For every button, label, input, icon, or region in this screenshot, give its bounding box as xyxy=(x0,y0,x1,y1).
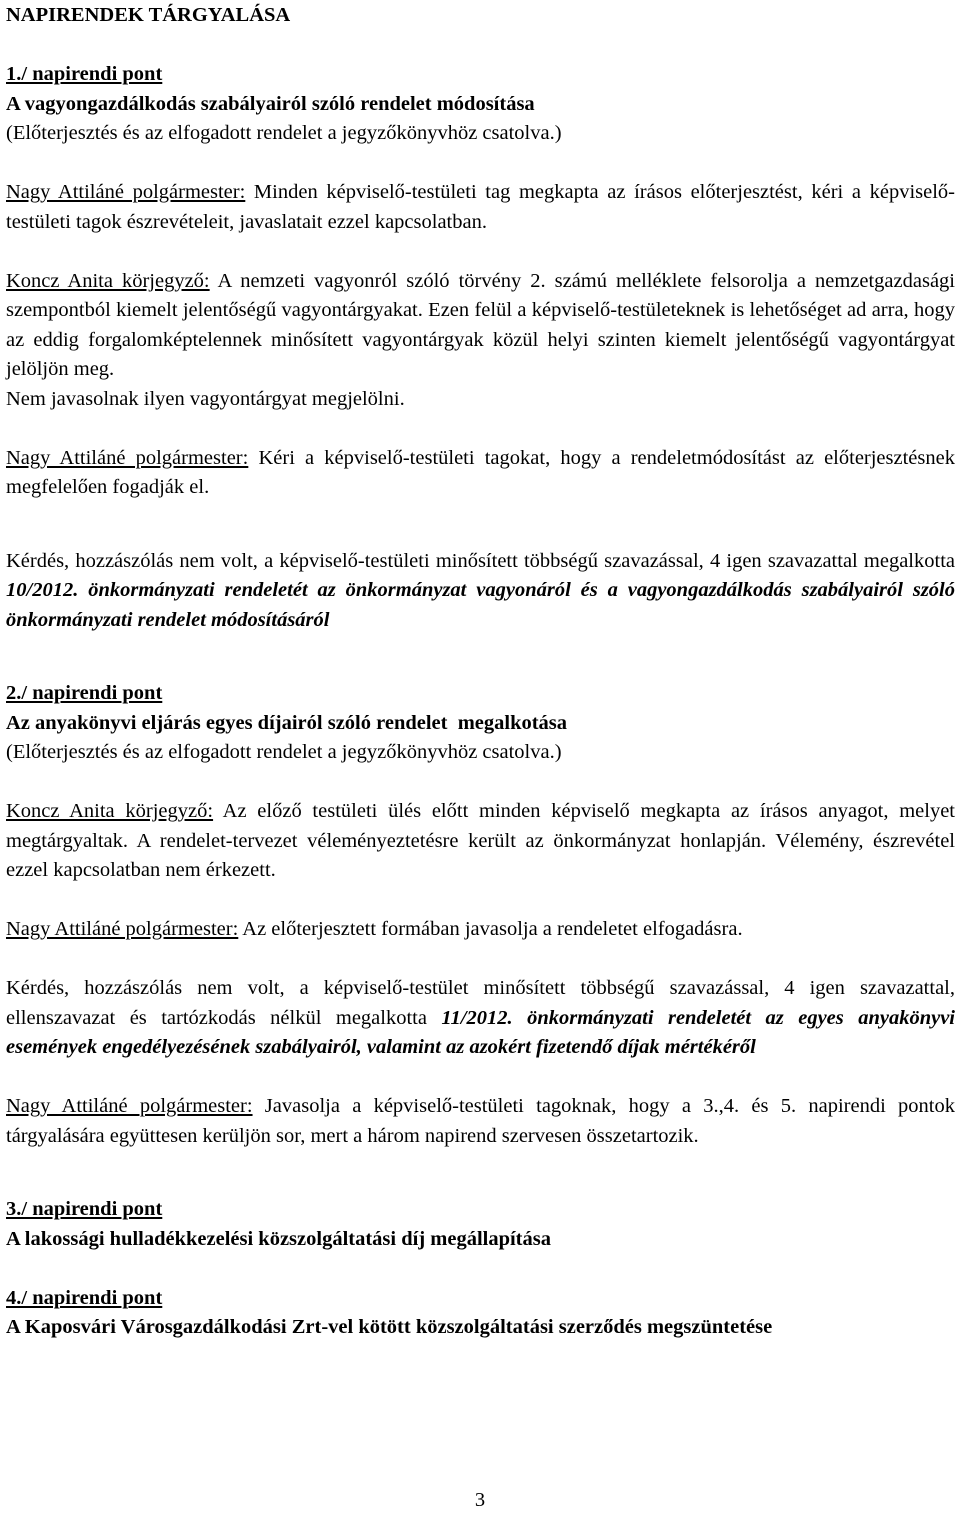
item2-vote-result xyxy=(6,974,955,1063)
item4-title: A Kaposvári Városgazdálkodási Zrt-vel kötött közszolgáltatási szerződés megszüntetése xyxy=(6,1316,773,1338)
paragraph-text: Az előterjesztett formában javasolja a rendeletet elfogadásra. xyxy=(238,918,743,940)
item2-title: Az anyakönyvi eljárás egyes díjairól szóló rendelet megalkotása xyxy=(6,711,568,734)
document-body xyxy=(6,0,955,1343)
item4-label: 4./ napirendi pont xyxy=(6,1286,163,1309)
item1-paragraph-2-extra: Nem javasolnak ilyen vagyontárgyat megjelölni. xyxy=(6,387,405,410)
item2-label: 2./ napirendi pont xyxy=(6,682,163,704)
paragraph-text: A nemzeti vagyonról szóló törvény 2. számú melléklete felsorolja a nemzetgazdasági szempontból kiemelt jelentőségű vagyontárgyakat. Ezen felül a képviselő-testületeknek is lehetőséget ad arra, hogy az eddig forgalomképtelennek minősített vagyontárgyak közül helyi szinten kiemelt jelentőségű vagyontárgyat jelöljön meg. xyxy=(6,269,955,380)
item1-vote-result xyxy=(6,547,955,636)
paragraph-text: Az előző testületi ülés előtt minden képviselő megkapta az írásos anyagot, melyet megtárgyaltak. A rendelet-tervezet véleményeztetésre került az önkormányzat honlapján. Vélemény, észrevétel ezzel kapcsolatban nem érkezett. xyxy=(6,800,955,881)
regulation-title: önkormányzati rendeletét az önkormányzat vagyonáról és a vagyongazdálkodás szabályairól szóló önkormányzati rendelet módosításáról xyxy=(6,579,955,631)
item2-paragraph-2 xyxy=(6,915,955,945)
item1-note: (Előterjesztés és az elfogadott rendelet a jegyzőkönyvhöz csatolva.) xyxy=(6,122,562,144)
speaker-name: Nagy Attiláné polgármester: xyxy=(6,446,249,469)
item2-note: (Előterjesztés és az elfogadott rendelet a jegyzőkönyvhöz csatolva.) xyxy=(6,741,562,763)
item1-paragraph-2 xyxy=(6,267,955,385)
item3-label: 3./ napirendi pont xyxy=(6,1198,163,1220)
paragraph-text: Minden képviselő-testületi tag megkapta az írásos előterjesztést, kéri a képviselő-testületi tagok észrevételeit, javaslatait ezzel kapcsolatban. xyxy=(6,181,955,233)
vote-text: Kérdés, hozzászólás nem volt, a képviselő-testület minősített többségű szavazással, 4 igen szavazattal, ellenszavazat és tartózkodás nélkül megalkotta xyxy=(6,977,955,1029)
item1-paragraph-3 xyxy=(6,444,955,503)
regulation-number: 10/2012. xyxy=(6,579,79,601)
item1-paragraph-1 xyxy=(6,178,955,237)
item2-paragraph-1 xyxy=(6,797,955,886)
speaker-name: Nagy Attiláné polgármester: xyxy=(6,1095,253,1117)
paragraph-text: Javasolja a képviselő-testületi tagoknak, hogy a 3.,4. és 5. napirendi pontok tárgyalására együttesen kerüljön sor, mert a három napirend szervesen összetartozik. xyxy=(6,1095,955,1147)
page-number: 3 xyxy=(474,1489,486,1511)
speaker-name: Nagy Attiláné polgármester: xyxy=(6,918,239,940)
item1-label: 1./ napirendi pont xyxy=(6,63,163,85)
speaker-name: Nagy Attiláné polgármester: xyxy=(6,181,246,203)
speaker-name: Koncz Anita körjegyző: xyxy=(6,269,210,292)
paragraph-text: Kéri a képviselő-testületi tagokat, hogy a rendeletmódosítást az előterjesztésnek megfelelően fogadják el. xyxy=(6,446,955,498)
item2-paragraph-3 xyxy=(6,1092,955,1151)
item1-title: A vagyongazdálkodás szabályairól szóló rendelet módosítása xyxy=(6,92,535,115)
vote-text: Kérdés, hozzászólás nem volt, a képviselő-testületi minősített többségű szavazással, 4 igen szavazattal megalkotta xyxy=(6,549,955,572)
page-heading: NAPIRENDEK TÁRGYALÁSA xyxy=(6,4,291,26)
regulation-number: 11/2012. xyxy=(441,1006,513,1029)
item3-title: A lakossági hulladékkezelési közszolgáltatási díj megállapítása xyxy=(6,1227,551,1250)
regulation-title: önkormányzati rendeletét az egyes anyakönyvi események engedélyezésének szabályairól, valamint az azokért fizetendő díjak mértékéről xyxy=(6,1006,955,1058)
speaker-name: Koncz Anita körjegyző: xyxy=(6,800,214,822)
